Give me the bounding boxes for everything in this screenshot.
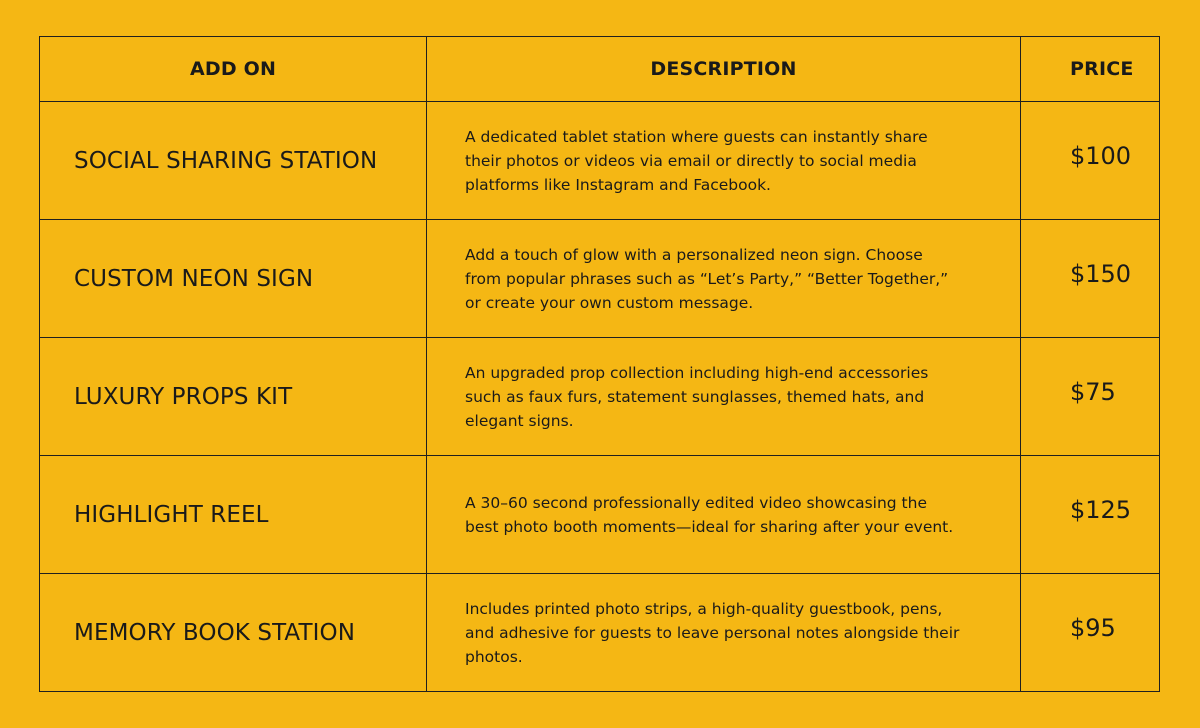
add-on-name (40, 338, 427, 456)
add-on-price-text: $75 (1070, 377, 1116, 406)
add-on-pricing-table (39, 36, 1160, 692)
table-body (40, 102, 1160, 692)
table-row (40, 456, 1160, 574)
add-on-name (40, 102, 427, 220)
add-on-price-text: $100 (1070, 141, 1132, 170)
add-on-name (40, 220, 427, 338)
add-on-description: Add a touch of glow with a personalized neon sign. Choose from popular phrases such as “Let’s Party,” “Better Together,” or create your own custom message. (427, 220, 1021, 338)
add-on-name-text: LUXURY PROPS KIT (74, 383, 293, 410)
add-on-description: A 30–60 second professionally edited video showcasing the best photo booth moments—ideal for sharing after your event. (427, 456, 1021, 574)
add-on-price-text: $125 (1070, 495, 1132, 524)
column-header-description: DESCRIPTION (427, 37, 1021, 102)
add-on-price (1021, 338, 1160, 456)
column-header-price: PRICE (1021, 37, 1160, 102)
add-on-name (40, 456, 427, 574)
add-on-price-text: $95 (1070, 613, 1116, 642)
table-row (40, 574, 1160, 692)
add-on-price-text: $150 (1070, 259, 1132, 288)
add-on-price (1021, 220, 1160, 338)
add-on-price (1021, 102, 1160, 220)
add-on-name-text: HIGHLIGHT REEL (74, 501, 269, 528)
table-row (40, 338, 1160, 456)
header-row (40, 37, 1160, 102)
add-on-description: Includes printed photo strips, a high-quality guestbook, pens, and adhesive for guests to leave personal notes alongside their photos. (427, 574, 1021, 692)
add-on-name-text: MEMORY BOOK STATION (74, 619, 356, 646)
add-on-description: An upgraded prop collection including high-end accessories such as faux furs, statement sunglasses, themed hats, and elegant signs. (427, 338, 1021, 456)
table-row (40, 220, 1160, 338)
column-header-add-on: ADD ON (40, 37, 427, 102)
add-on-price (1021, 456, 1160, 574)
add-on-name (40, 574, 427, 692)
add-on-name-text: CUSTOM NEON SIGN (74, 265, 314, 292)
table-row (40, 102, 1160, 220)
table-header (40, 37, 1160, 102)
add-on-name-text: SOCIAL SHARING STATION (74, 147, 378, 174)
add-on-price (1021, 574, 1160, 692)
add-on-description: A dedicated tablet station where guests can instantly share their photos or videos via email or directly to social media platforms like Instagram and Facebook. (427, 102, 1021, 220)
